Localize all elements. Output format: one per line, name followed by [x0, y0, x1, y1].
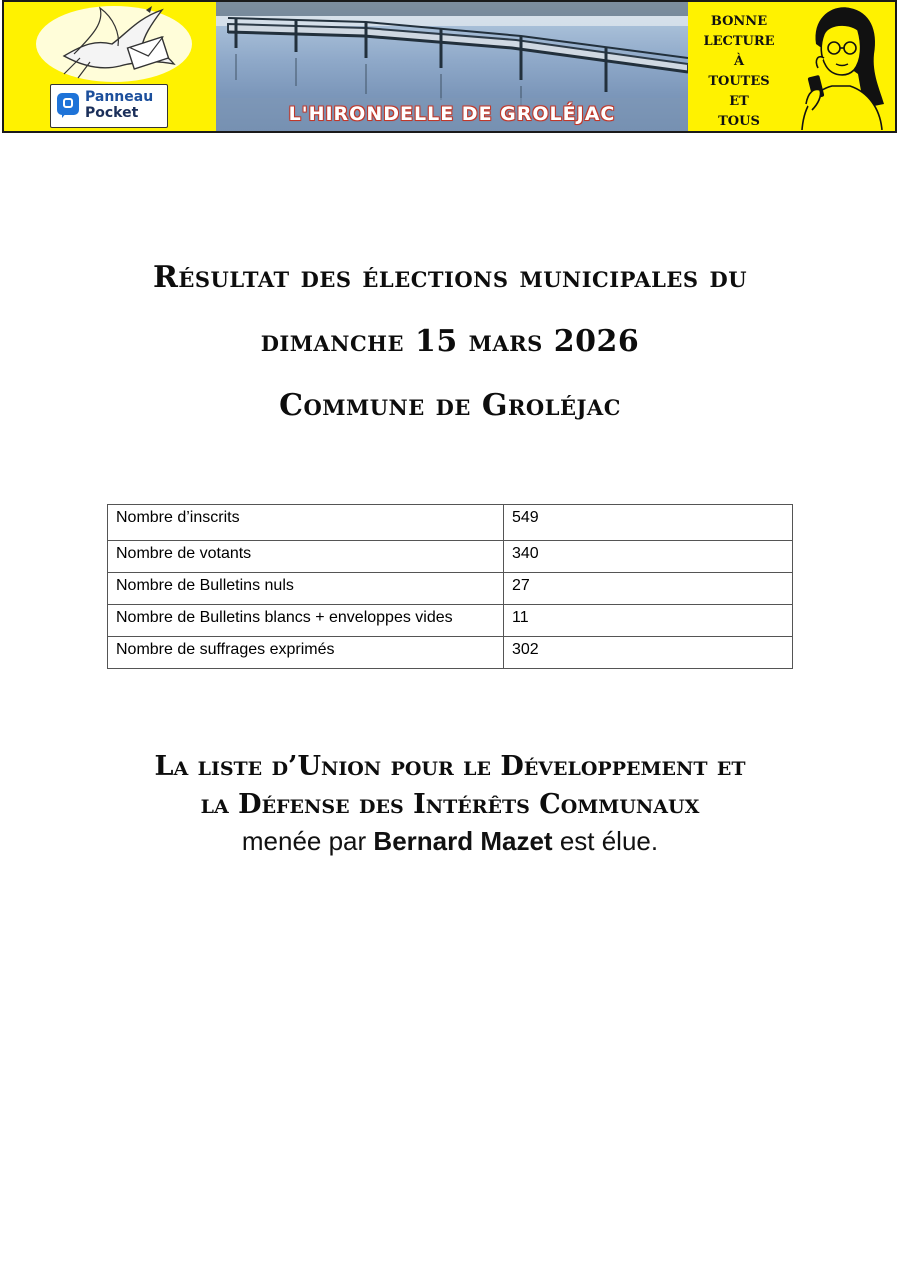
dove-with-letter-icon [34, 4, 194, 82]
row-value: 27 [504, 573, 793, 605]
greeting-line: TOUTES [708, 74, 770, 89]
election-outcome [0, 748, 900, 858]
header-banner [2, 0, 897, 133]
title-line-1: Résultat des élections municipales du [152, 260, 748, 295]
badge-line-1: Panneau [85, 89, 154, 105]
banner-right-panel [688, 2, 895, 131]
row-value: 302 [504, 637, 793, 669]
row-label: Nombre d’inscrits [108, 505, 504, 541]
leader-name: Bernard Mazet [373, 826, 553, 856]
panneaupocket-icon [57, 93, 79, 115]
lake-pier-photo [216, 2, 688, 131]
badge-line-2: Pocket [85, 105, 139, 121]
row-label: Nombre de Bulletins nuls [108, 573, 504, 605]
newsletter-title: L'HIRONDELLE DE GROLÉJAC [288, 103, 616, 125]
led-by-text: menée par [241, 826, 367, 856]
status-text: est élue. [559, 826, 659, 856]
table-row [108, 605, 793, 637]
panneaupocket-badge [50, 84, 168, 128]
title-line-2: dimanche 15 mars 2026 [260, 324, 640, 359]
page-title [0, 252, 900, 444]
greeting-line: À [733, 54, 745, 69]
greeting-line: LECTURE [703, 34, 775, 49]
banner-left-panel [4, 2, 216, 131]
list-name-line-2: la Défense des Intérêts Communaux [200, 789, 700, 820]
row-value: 549 [504, 505, 793, 541]
table-row [108, 505, 793, 541]
results-table [107, 504, 793, 669]
table-row [108, 637, 793, 669]
row-value: 11 [504, 605, 793, 637]
table-row [108, 541, 793, 573]
row-label: Nombre de suffrages exprimés [108, 637, 504, 669]
outcome-sentence [0, 824, 900, 858]
greeting-line: TOUS [718, 114, 760, 129]
row-value: 340 [504, 541, 793, 573]
woman-reading-phone-icon [788, 4, 893, 130]
list-name-line-1: La liste d’Union pour le Développement et [154, 751, 746, 782]
greeting-line: ET [729, 94, 749, 109]
title-line-3: Commune de Groléjac [279, 388, 621, 423]
table-row [108, 573, 793, 605]
row-label: Nombre de Bulletins blancs + enveloppes vides [108, 605, 504, 637]
row-label: Nombre de votants [108, 541, 504, 573]
greeting-text [696, 12, 782, 132]
greeting-line: BONNE [710, 14, 768, 29]
